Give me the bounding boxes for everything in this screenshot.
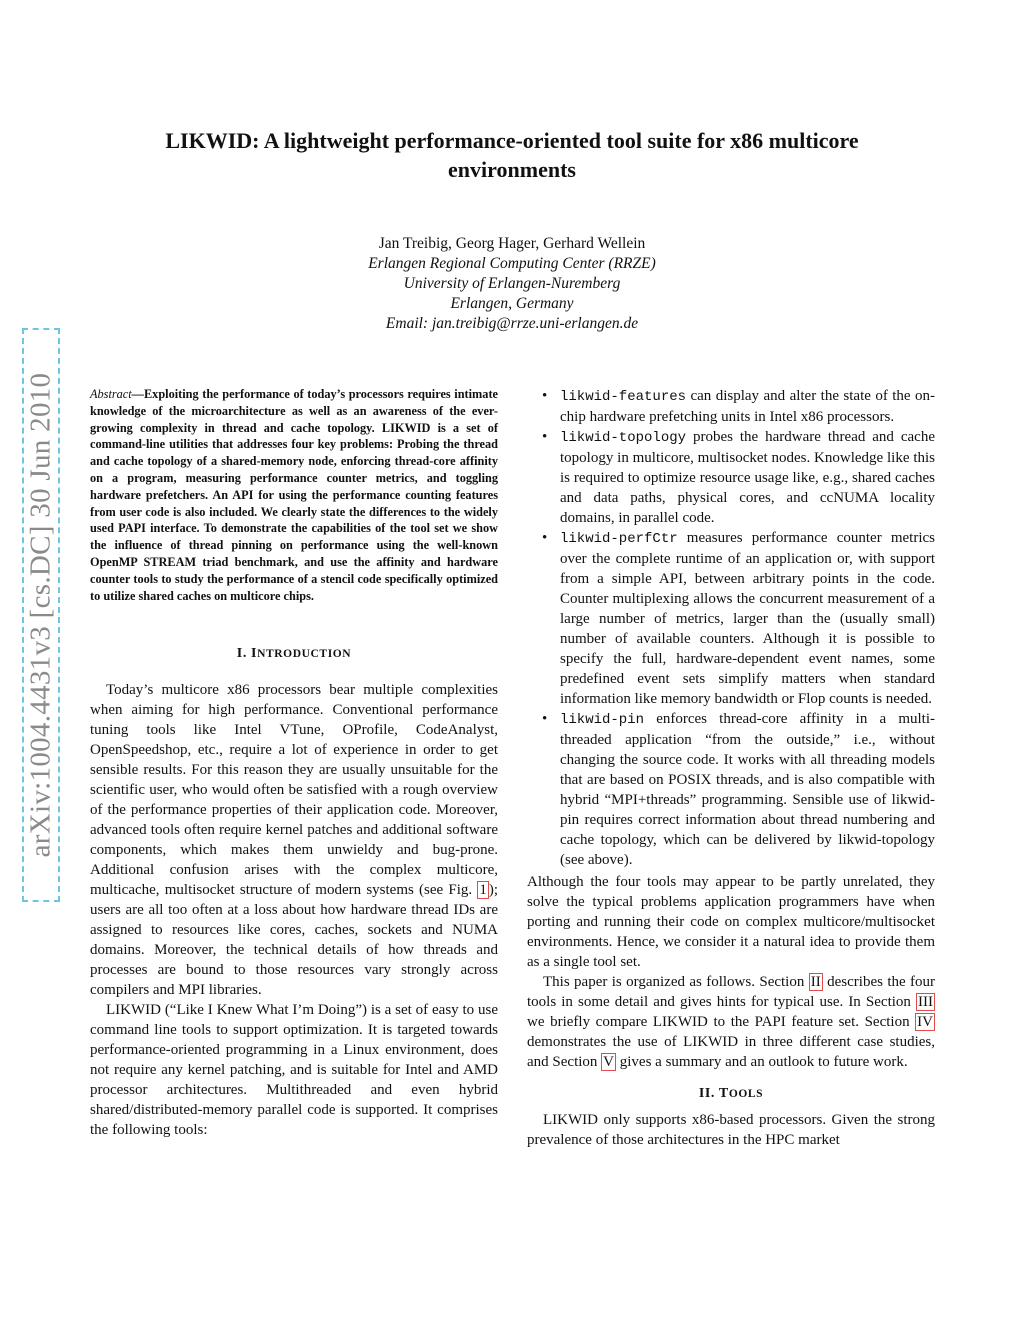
tool-list (527, 386, 935, 870)
author-names: Jan Treibig, Georg Hager, Gerhard Wellein (378, 235, 646, 252)
section-V-link[interactable]: V (603, 1054, 614, 1070)
tools-summary-paragraph: Although the four tools may appear to be partly unrelated, they solve the typical problems application programmers have when porting and running their code on complex multicore/multisocket environments. Hence, we consider it a natural idea to provide them as a single tool set. (527, 874, 935, 970)
affiliation-university: University of Erlangen-Nuremberg (403, 275, 621, 292)
section-III-link[interactable]: III (918, 994, 934, 1010)
intro-paragraph-1: Today’s multicore x86 processors bear multiple complexities when aiming for high performance. Conventional performance tuning tools like Intel VTune, OProfile, CodeAnalyst, OpenSpeedshop, etc., require a lot of experience in order to get sensible results. For this reason they are usually unsuitable for the scientific user, who would often be satisfied with a rough overview of the performance properties of their application code. Moreover, advanced tools often require kernel patches and additional software components, which makes them unwieldy and bug-prone. Additional confusion arises with the complex multicore, multicache, multisocket structure of modern systems (see Fig. 1 ); users are all too often at a loss about how hardware thread IDs are assigned to resources like cores, caches, sockets and NUMA domains. Moreover, the technical details of how threads and processes are bound to those resources vary strongly across compilers and MPI libraries. (90, 682, 499, 999)
tool-name: likwid-perfCtr (560, 531, 678, 547)
affiliation-location: Erlangen, Germany (450, 295, 574, 312)
tool-item-perfctr: • likwid-perfCtr measures performance counter metrics over the complete runtime of an application or, with support from a simple API, between arbitrary points in the code. Counter multiplexing allows the concurrent measurement of a large number of metrics, larger than the (usually small) number of available counters. Although it is possible to specify the full, hardware-dependent event names, some predefined event sets simplify matters when standard information like memory bandwidth or Flop counts is needed. (542, 530, 935, 707)
abstract-label: Abstract (90, 387, 132, 401)
paper-title: LIKWID: A lightweight performance-oriented tool suite for x86 multicore environments (165, 128, 859, 182)
figure-1-link[interactable]: 1 (479, 882, 487, 899)
tool-name: likwid-pin (560, 712, 645, 728)
arxiv-identifier[interactable]: arXiv:1004.4431v3 [cs.DC] 30 Jun 2010 (24, 372, 57, 858)
tool-description: probes the hardware thread and cache topology in multicore, multisocket nodes. Knowledge like this is required to optimize resource usage like, e.g., shared caches and data paths, physical cores, and ccNUMA locality domains, in parallel code. (560, 429, 935, 526)
right-column (527, 386, 935, 1150)
left-column (90, 386, 498, 1140)
paper-organization-paragraph: This paper is organized as follows. Section II describes the four tools in some detail and gives hints for typical use. In Section III we briefly compare LIKWID to the PAPI feature set. Section IV demonstrates the use of LIKWID in three different case studies, and Section V gives a summary and an outlook to future work. (527, 974, 936, 1070)
abstract-text: Exploiting the performance of today’s processors requires intimate knowledge of the microarchitecture as well as an awareness of the ever-growing complexity in thread and cache topology. LIKWID is a set of command-line utilities that addresses four key problems: Probing the thread and cache topology of a shared-memory node, enforcing thread-core affinity on a program, measuring performance counter metrics, and toggling hardware prefetchers. An API for using the performance counting features from user code is also included. We clearly state the differences to the widely used PAPI interface. To demonstrate the capabilities of the tool set we show the influence of thread pinning on performance using the well-known OpenMP STREAM triad benchmark, and use the affinity and hardware counter tools to study the performance of a stencil code specifically optimized to utilize shared caches on multicore chips. (90, 387, 498, 603)
affiliation-rrze: Erlangen Regional Computing Center (RRZE) (368, 255, 656, 272)
intro-paragraph-2: LIKWID (“Like I Knew What I’m Doing”) is a set of easy to use command line tools to support optimization. It is targeted towards performance-oriented programming in a Linux environment, does not require any kernel patching, and is suitable for Intel and AMD processor architectures. Multithreaded and even hybrid shared/distributed-memory parallel code is supported. It comprises the following tools: (90, 1002, 498, 1139)
tool-item-topology: • likwid-topology probes the hardware thread and cache topology in multicore, multisocket nodes. Knowledge like this is required to optimize resource usage like, e.g., shared caches and data paths, physical cores, and ccNUMA locality domains, in parallel code. (542, 429, 935, 526)
tool-item-pin: • likwid-pin enforces thread-core affinity in a multi-threaded application “from the outside,” i.e., without changing the source code. It works with all threading models that are based on POSIX threads, and is also compatible with hybrid “MPI+threads” programming. Sensible use of likwid-pin requires correct information about thread numbering and cache topology, which can be delivered by likwid-topology (see above). (542, 711, 935, 868)
section-IV-link[interactable]: IV (917, 1014, 933, 1030)
tool-item-features: • likwid-features can display and alter the state of the on-chip hardware prefetching units in Intel x86 processors. (542, 388, 936, 425)
tool-name: likwid-features (560, 389, 687, 405)
tool-description: measures performance counter metrics over the complete runtime of an application or, with support from a simple API, between arbitrary points in the code. Counter multiplexing allows the concurrent measurement of a large number of metrics, larger than the (usually small) number of available counters. Although it is possible to specify the full, hardware-dependent event names, some predefined event sets simplify matters when standard information like memory bandwidth or Flop counts is needed. (560, 530, 935, 707)
section-heading-introduction: I. INTRODUCTION (236, 646, 352, 662)
abstract: Abstract—Exploiting the performance of today’s processors requires intimate knowledge of the microarchitecture as well as an awareness of the ever-growing complexity in thread and cache topology. LIKWID is a set of command-line utilities that addresses four key problems: Probing the thread and cache topology of a shared-memory node, enforcing thread-core affinity on a program, measuring performance counter metrics, and toggling hardware prefetchers. An API for using the performance counting features from user code is also included. We clearly state the differences to the widely used PAPI interface. To demonstrate the capabilities of the tool set we show the influence of thread pinning on performance using the well-known OpenMP STREAM triad benchmark, and use the affinity and hardware counter tools to study the performance of a stencil code specifically optimized to utilize shared caches on multicore chips. (90, 387, 498, 603)
tool-description: can display and alter the state of the on-chip hardware prefetching units in Intel x86 processors. (560, 388, 936, 425)
author-block (260, 234, 764, 334)
author-email: Email: jan.treibig@rrze.uni-erlangen.de (385, 315, 639, 332)
arxiv-stamp (22, 328, 60, 902)
section-II-link[interactable]: II (810, 974, 821, 990)
section-heading-tools: II. TOOLS (698, 1086, 764, 1101)
tool-name: likwid-topology (560, 430, 687, 446)
tool-description: enforces thread-core affinity in a multi-threaded application “from the outside,” i.e., without changing the source code. It works with all threading models that are based on POSIX threads, and is also compatible with hybrid “MPI+threads” programming. Sensible use of likwid-pin requires correct information about thread numbering and cache topology, which can be delivered by likwid-topology (see above). (560, 711, 935, 868)
tools-paragraph-1: LIKWID only supports x86-based processors. Given the strong prevalence of those architectures in the HPC market (527, 1112, 935, 1148)
